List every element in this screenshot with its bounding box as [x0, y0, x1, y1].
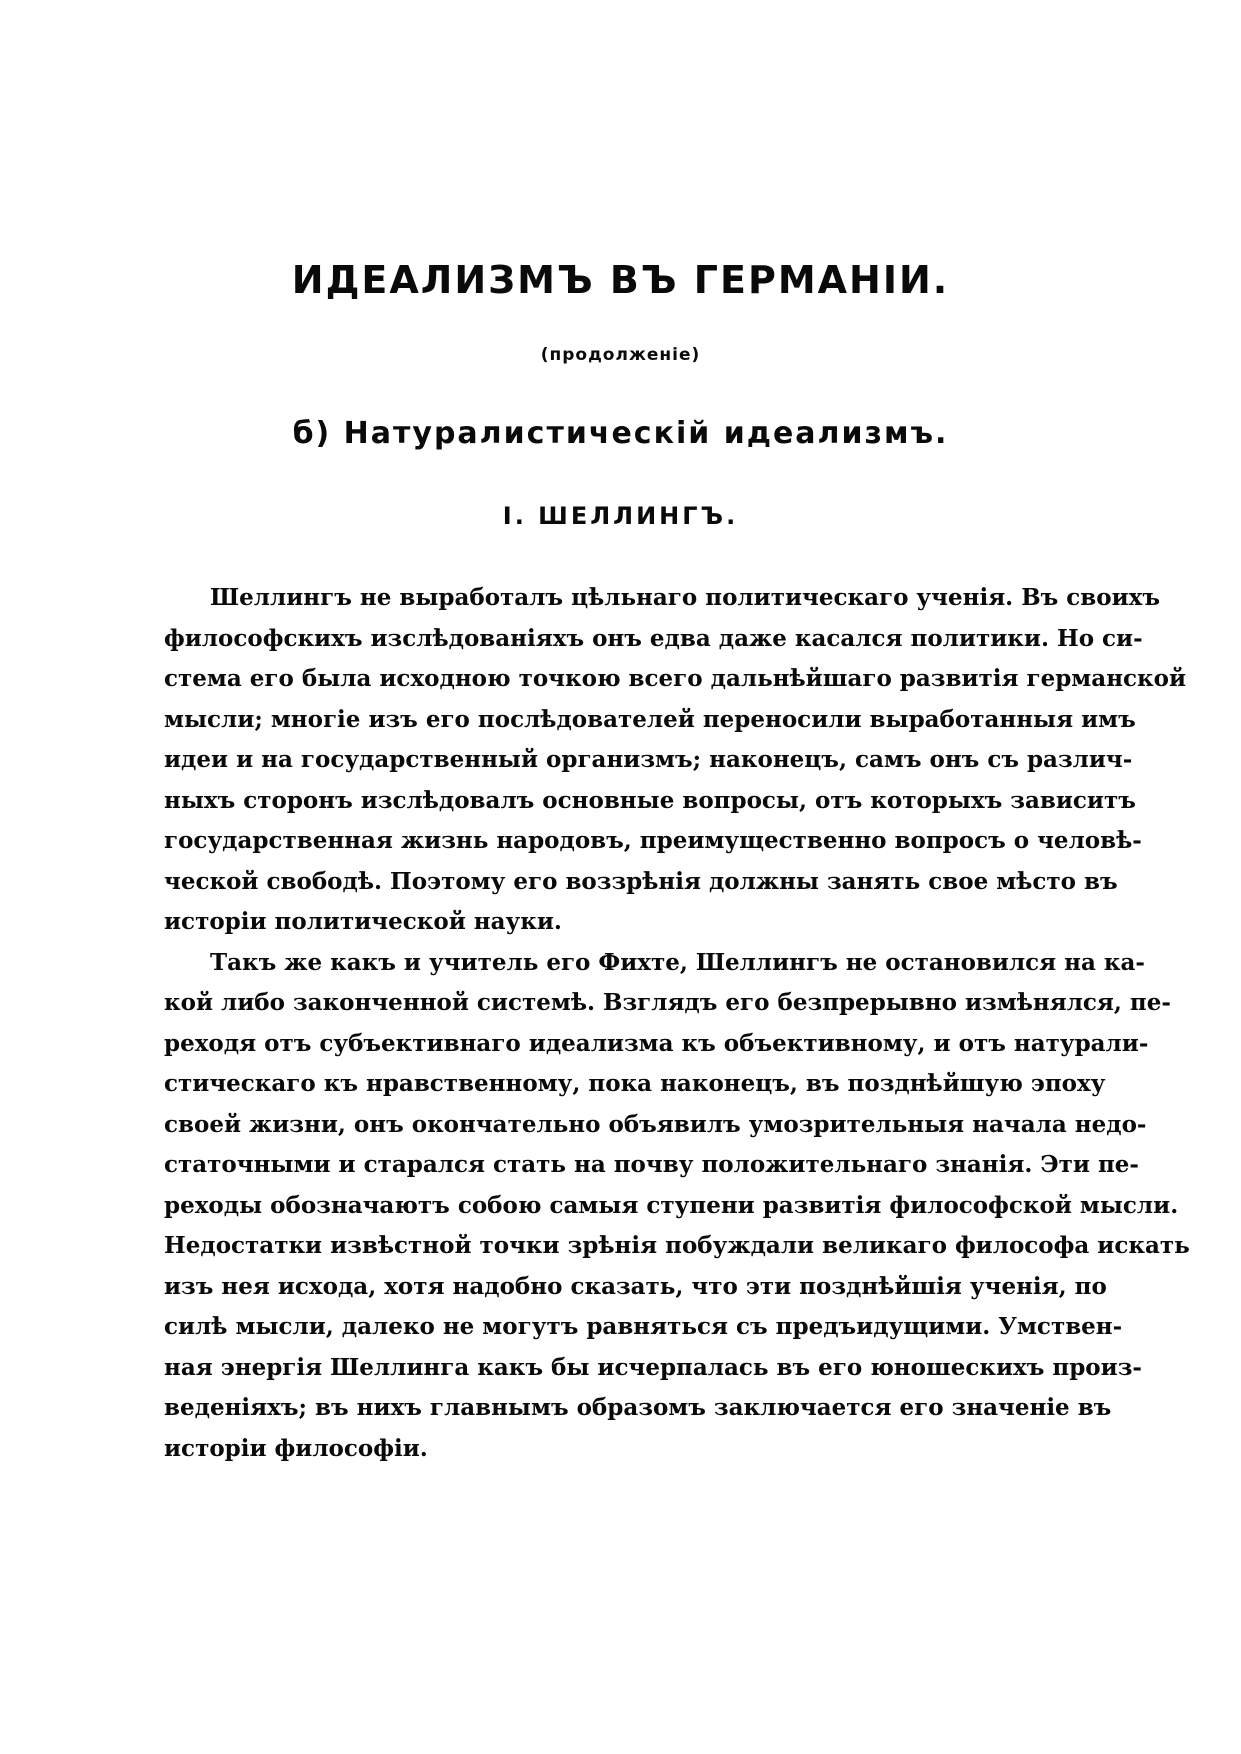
- text-line: своей жизни, онъ окончательно объявилъ умозрительныя начала недо-: [164, 1110, 1147, 1138]
- text-line: статочными и старался стать на почву положительнаго знанія. Эти пе-: [164, 1151, 1139, 1178]
- paragraph-2: [164, 943, 1190, 1470]
- text-line: исторіи политической науки.: [164, 908, 562, 935]
- text-line: исторіи философіи.: [164, 1434, 428, 1462]
- text-line: изъ нея исхода, хотя надобно сказать, что эти позднѣйшія ученія, по: [164, 1272, 1107, 1300]
- text-line: ная энергія Шеллинга какъ бы исчерпалась въ его юношескихъ произ-: [164, 1353, 1142, 1381]
- document-title: ИДЕАЛИЗМЪ ВЪ ГЕРМАНІИ.: [291, 258, 950, 302]
- text-line: идеи и на государственный организмъ; наконецъ, самъ онъ съ различ-: [164, 746, 1133, 773]
- text-line: мысли; многіе изъ его послѣдователей переносили выработанныя имъ: [164, 705, 1136, 733]
- text-line: реходя отъ субъективнаго идеализма къ объективному, и отъ натурали-: [164, 1029, 1149, 1057]
- text-line: Недостатки извѣстной точки зрѣнія побуждали великаго философа искать: [164, 1232, 1190, 1259]
- text-line: государственная жизнь народовъ, преимущественно вопросъ о человѣ-: [164, 827, 1142, 854]
- text-line: Шеллингъ не выработалъ цѣльнаго политическаго ученія. Въ своихъ: [210, 584, 1161, 611]
- text-line: кой либо законченной системѣ. Взглядъ его безпрерывно измѣнялся, пе-: [164, 989, 1171, 1016]
- body-text: [164, 578, 1190, 1469]
- text-line: силѣ мысли, далеко не могутъ равняться съ предъидущими. Умствен-: [164, 1313, 1123, 1340]
- text-line: реходы обозначаютъ собою самыя ступени развитія философской мысли.: [164, 1191, 1179, 1219]
- subsection-heading: I. ШЕЛЛИНГЪ.: [502, 502, 739, 530]
- text-line: стема его была исходною точкою всего дальнѣйшаго развитія германской: [164, 665, 1187, 692]
- paragraph-1: [164, 578, 1187, 943]
- text-line: стическаго къ нравственному, пока наконецъ, въ позднѣйшую эпоху: [164, 1070, 1106, 1097]
- text-line: веденіяхъ; въ нихъ главнымъ образомъ заключается его значеніе въ: [164, 1394, 1112, 1421]
- section-heading: б) Натуралистическій идеализмъ.: [292, 416, 949, 451]
- text-line: ныхъ сторонъ изслѣдовалъ основные вопросы, отъ которыхъ зависитъ: [164, 786, 1136, 814]
- text-line: ческой свободѣ. Поэтому его воззрѣнія должны занять свое мѣсто въ: [164, 867, 1118, 895]
- text-line: философскихъ изслѣдованіяхъ онъ едва даже касался политики. Но си-: [164, 624, 1143, 652]
- text-line: Такъ же какъ и учитель его Фихте, Шеллингъ не остановился на ка-: [210, 948, 1145, 976]
- document-subtitle: (продолженіе): [540, 345, 701, 365]
